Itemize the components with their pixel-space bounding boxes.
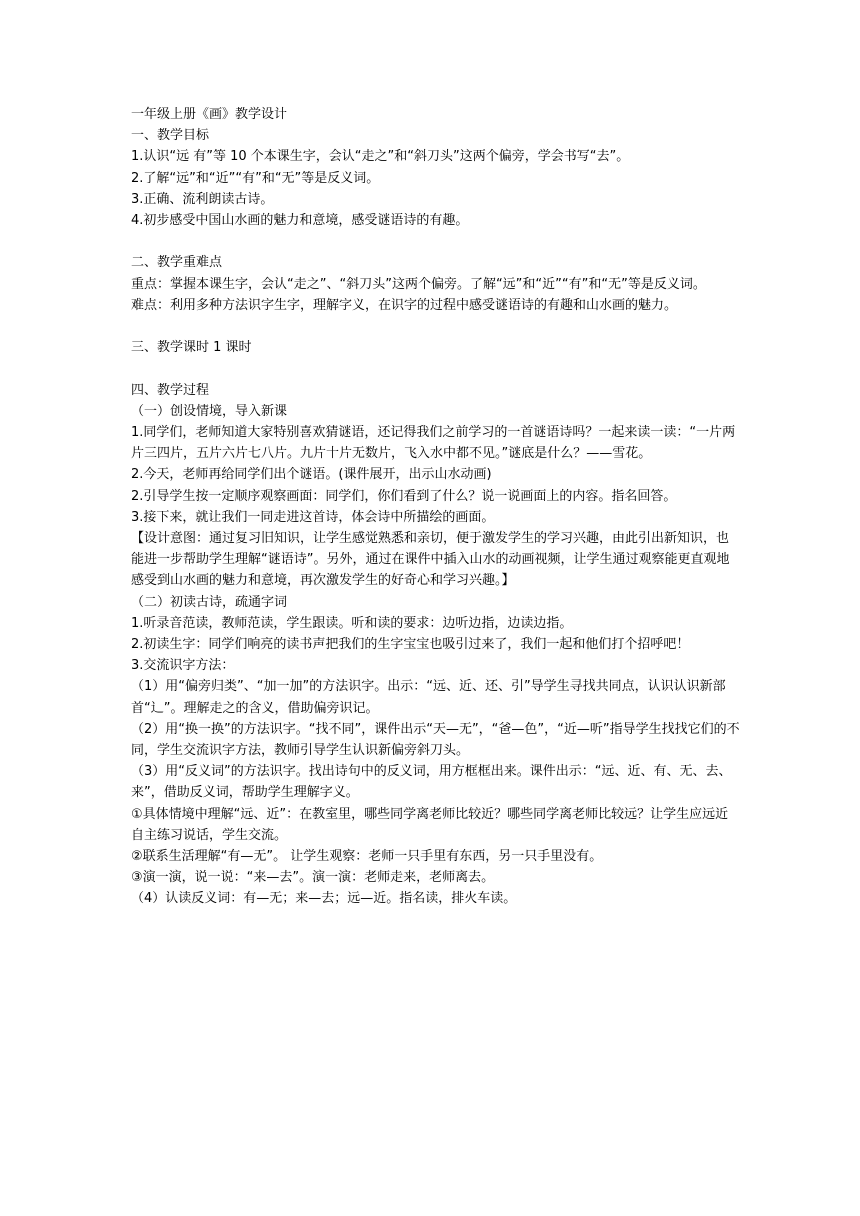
doc-title: 一年级上册《画》教学设计 — [131, 107, 288, 122]
paragraph: ②联系生活理解“有—无”。 让学生观察：老师一只手里有东西，另一只手里没有。 — [131, 849, 603, 865]
paragraph: 2.引导学生按一定顺序观察画面：同学们，你们看到了什么？说一说画面上的内容。指名回答。 — [131, 488, 677, 504]
paragraph: （1）用“偏旁归类”、“加一加”的方法识字。出示：“远、近、还、引”导学生寻找共同点，认识认识新部首“辶”。理解走之的含义，借助偏旁识记。 — [131, 679, 726, 716]
paragraph: 2.今天，老师再给同学们出个谜语。(课件展开，出示山水动画) — [131, 467, 492, 483]
paragraph: 1.听录音范读，教师范读，学生跟读。听和读的要求：边听边指，边读边指。 — [131, 615, 573, 631]
section-heading: 三、教学课时 1 课时 — [131, 340, 252, 356]
paragraph: ③演一演，说一说：“来—去”。演一演：老师走来，老师离去。 — [131, 870, 495, 886]
paragraph: 2.初读生字：同学们响亮的读书声把我们的生字宝宝也吸引过来了，我们一起和他们打个招呼吧！ — [131, 637, 690, 653]
blank-line — [131, 316, 741, 337]
document-body — [131, 104, 741, 910]
objective-item: 2.了解“远”和“近”“有”和“无”等是反义词。 — [131, 170, 380, 186]
subsection-heading: （一）创设情境，导入新课 — [131, 403, 288, 419]
section-heading: 二、教学重难点 — [131, 255, 223, 271]
objective-item: 1.认识“远 有”等 10 个本课生字，会认“走之”和“斜刀头”这两个偏旁，学会书写“去”。 — [131, 149, 630, 165]
paragraph: （4）认读反义词：有—无；来—去；远—近。指名读，排火车读。 — [131, 891, 517, 907]
subsection-heading: （二）初读古诗，疏通字词 — [131, 594, 288, 610]
objective-item: 4.初步感受中国山水画的魅力和意境，感受谜语诗的有趣。 — [131, 213, 469, 229]
blank-line — [131, 358, 741, 379]
paragraph: （2）用“换一换”的方法识字。“找不同”，课件出示“天—无”，“爸—色”，“近—听”指导学生找找它们的不同，学生交流识字方法，教师引导学生认识新偏旁斜刀头。 — [131, 721, 740, 759]
design-note: 【设计意图：通过复习旧知识，让学生感觉熟悉和亲切，便于激发学生的学习兴趣，由此引出新知识，也能进一步帮助学生理解“谜语诗”。另外，通过在课件中插入山水的动画视频，让学生通过观察能更直观地感受到山水画的魅力和意境，再次激发学生的好奇心和学习兴趣。】 — [131, 531, 730, 589]
paragraph: 3.交流识字方法： — [131, 658, 235, 674]
paragraph: ①具体情境中理解“远、近”：在教室里，哪些同学离老师比较近？哪些同学离老师比较远？让学生应远近自主练习说话，学生交流。 — [131, 806, 729, 843]
paragraph: （3）用“反义词”的方法识字。找出诗句中的反义词，用方框框出来。课件出示：“远、近、有、无、去、来”，借助反义词，帮助学生理解字义。 — [131, 764, 732, 801]
difficult-point: 难点：利用多种方法识字生字，理解字义，在识字的过程中感受谜语诗的有趣和山水画的魅力。 — [131, 297, 678, 313]
paragraph: 1.同学们，老师知道大家特别喜欢猜谜语，还记得我们之前学习的一首谜语诗吗？一起来读一读：“一片两片三四片，五片六片七八片。九片十片无数片，飞入水中都不见。”谜底是什么？——雪花。 — [131, 425, 736, 462]
section-heading: 四、教学过程 — [131, 382, 210, 398]
key-point: 重点：掌握本课生字，会认“走之”、“斜刀头”这两个偏旁。了解“远”和“近”“有”和“无”等是反义词。 — [131, 276, 706, 292]
objective-item: 3.正确、流利朗读古诗。 — [131, 191, 274, 207]
paragraph: 3.接下来，就让我们一同走进这首诗，体会诗中所描绘的画面。 — [131, 509, 495, 525]
blank-line — [131, 231, 741, 252]
section-heading: 一、教学目标 — [131, 128, 210, 144]
